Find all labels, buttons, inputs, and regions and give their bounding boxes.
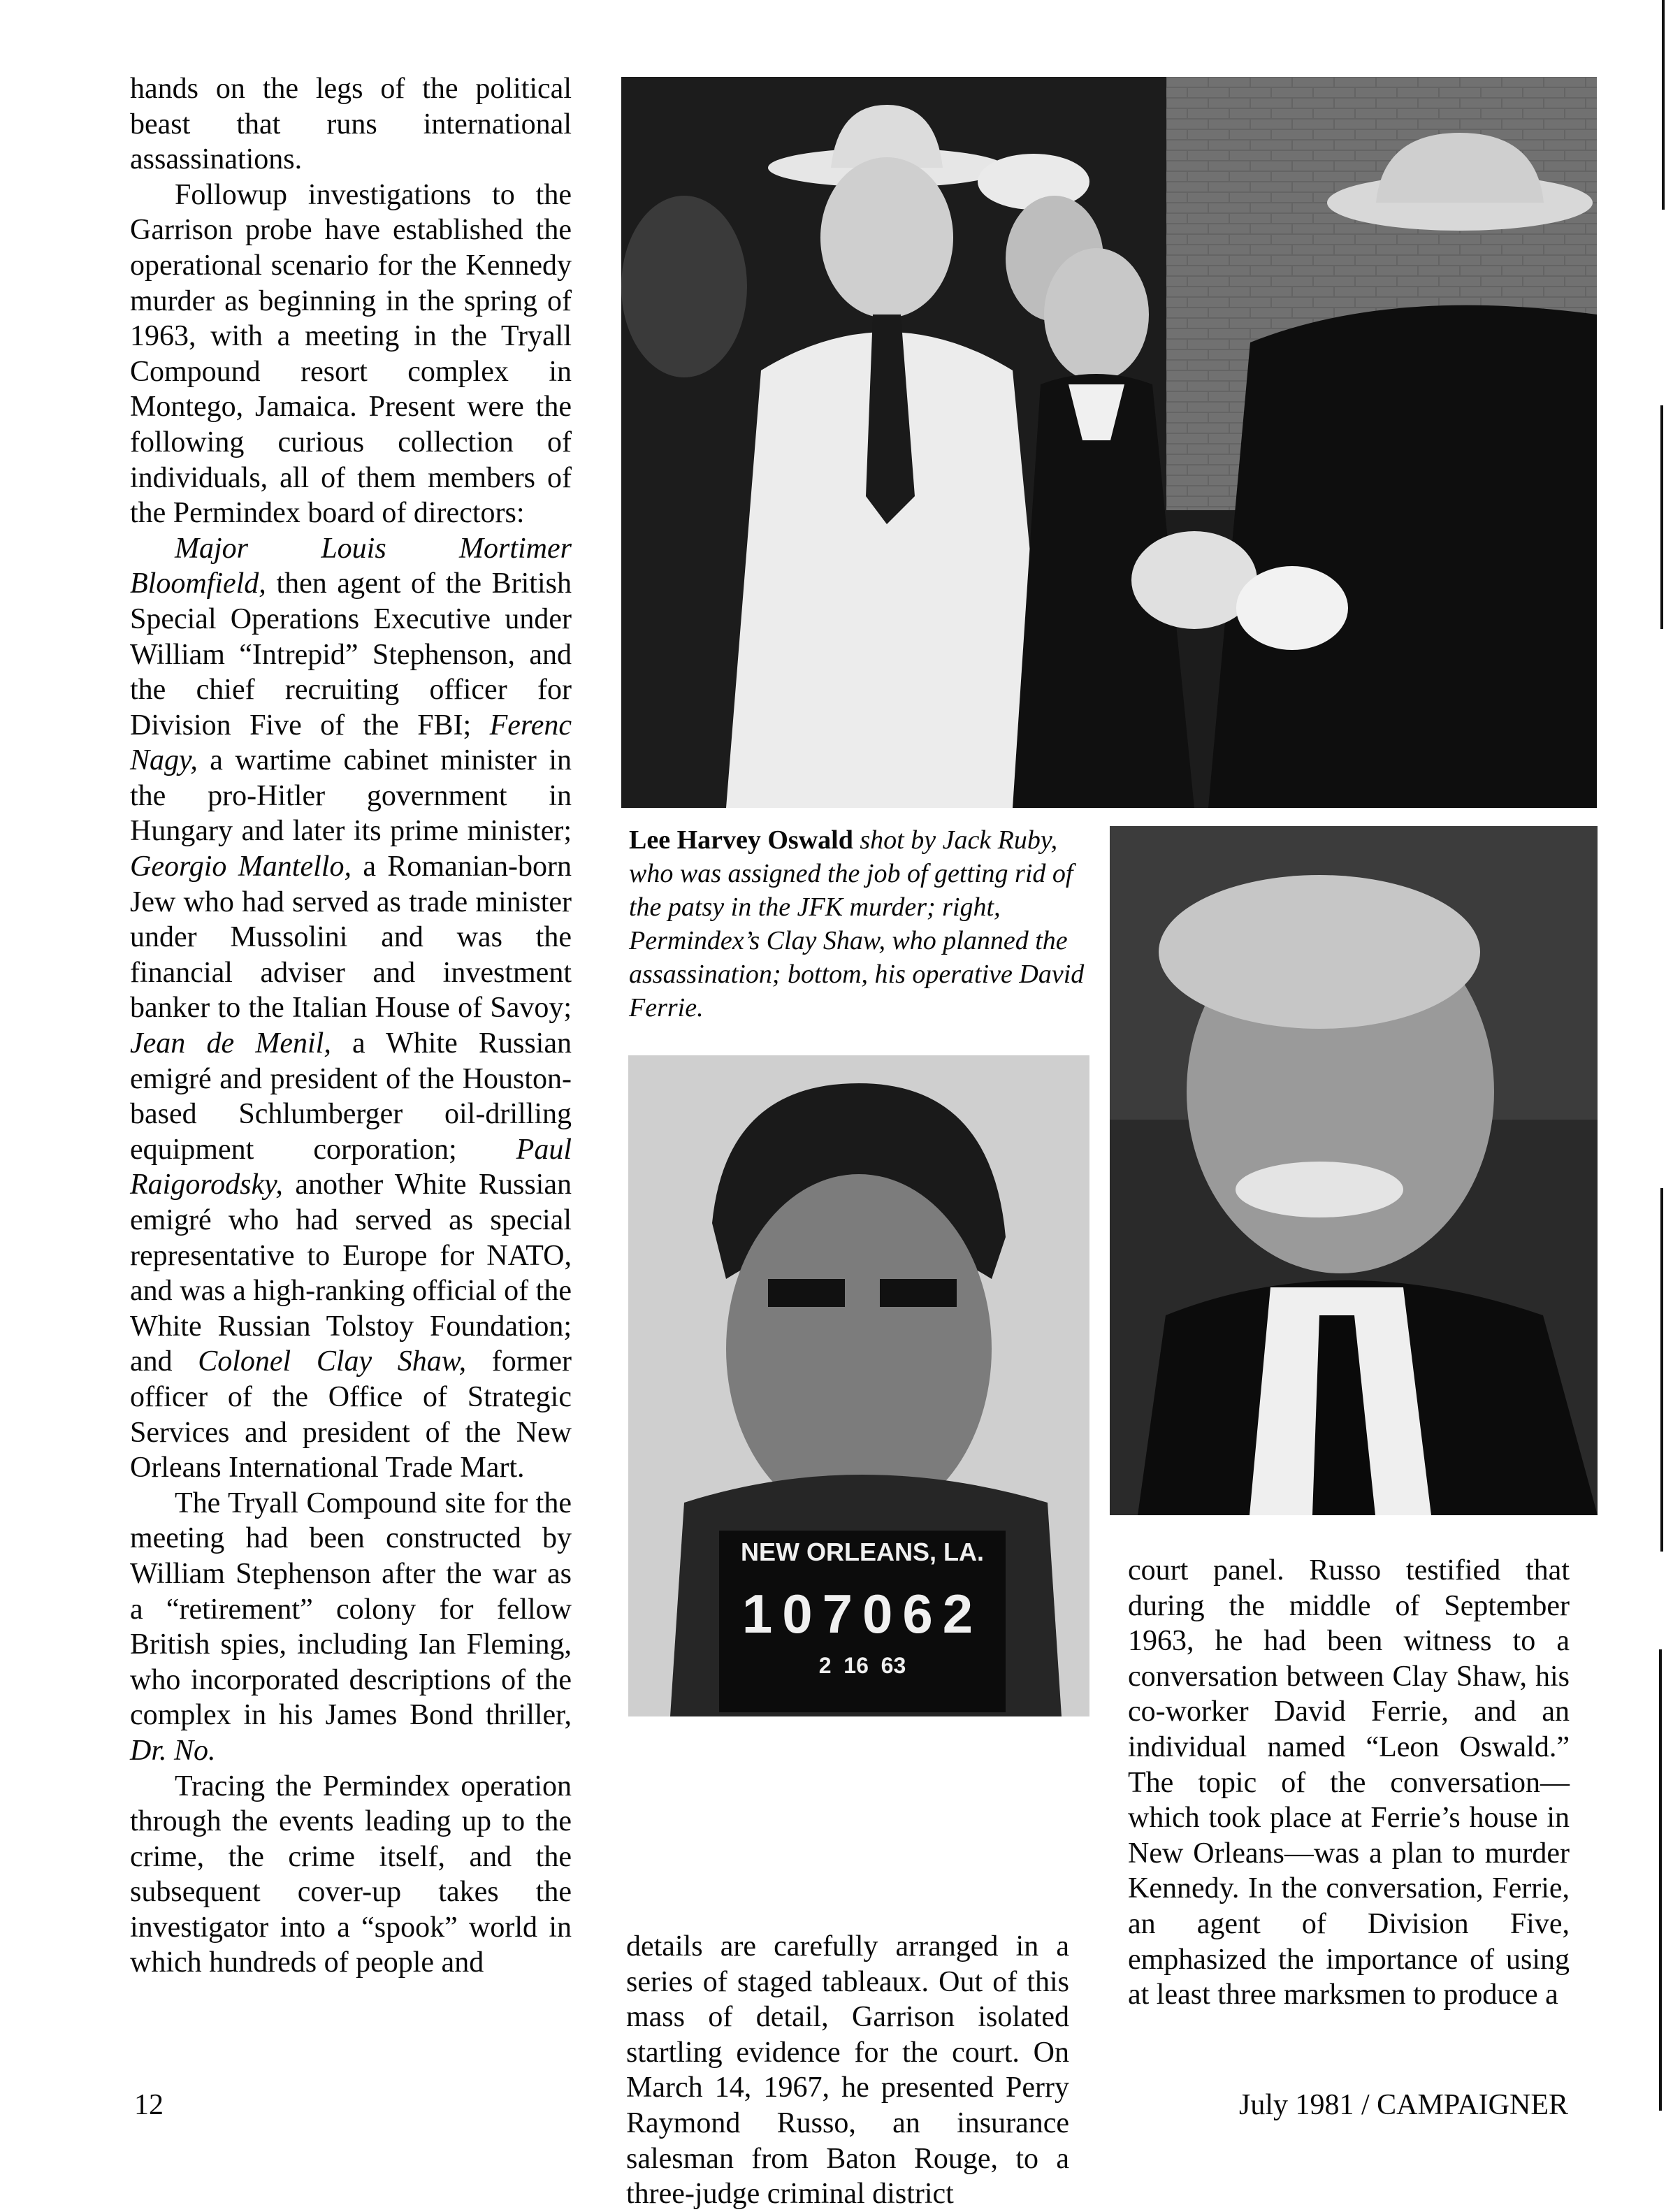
text-run: The Tryall Compound site for the meeting had been constructed by William Stephenson after the war as a “retirement” colony for fellow British spies, including Ian Fleming, who incorporated descriptions of the complex in his James Bond thriller,: [130, 1487, 572, 1732]
article-column-right: [1128, 1553, 1570, 2013]
person-name: Jean de Menil,: [130, 1027, 331, 1060]
scan-edge-line: [1659, 1649, 1662, 2111]
article-column-left: [130, 71, 572, 1981]
text-run: another White Russian emigré who had served as special representative to Europe for NATO, and was a high-ranking official of the White Russian Tolstoy Foundation; and: [130, 1169, 572, 1378]
paragraph: hands on the legs of the political beast that runs international assassinations.: [130, 73, 572, 176]
photo-david-ferrie: [628, 1055, 1089, 1716]
person-name: Ferenc Nagy,: [130, 709, 572, 777]
mugshot-board-date: 2 16 63: [818, 1653, 906, 1678]
paragraph: details are carefully arranged in a series of staged tableaux. Out of this mass of detail, Garrison isolated startling evidence for the court. On March 14, 1967, he presented Perry Raymond Russo, an insurance salesman from Baton Rouge, to a three-judge criminal district: [626, 1930, 1069, 2211]
person-name: Paul Raigorodsky,: [130, 1133, 572, 1201]
photo-clay-shaw-image: [1110, 826, 1598, 1515]
paragraph: court panel. Russo testified that during the middle of September 1963, he had been witness to a conversation between Clay Shaw, his co-worker David Ferrie, and an individual named “Leon Oswald.” The topic of the conversation—which took place at Ferrie’s house in New Orleans—was a plan to murder Kennedy. In the conversation, Ferrie, an agent of Division Five, emphasized the importance of using at least three marksmen to produce a: [1128, 1554, 1570, 2011]
photo-oswald-shooting-image: [621, 77, 1597, 808]
caption-subject: Lee Harvey Oswald: [629, 825, 853, 855]
person-name: Major Louis Mortimer Bloomfield,: [130, 532, 572, 600]
scan-edge-line: [1660, 405, 1663, 629]
text-run: former officer of the Office of Strategic Services and president of the New Orleans International Trade Mart.: [130, 1345, 572, 1484]
photo-clay-shaw: [1110, 826, 1598, 1515]
person-name: Colonel Clay Shaw,: [198, 1345, 467, 1378]
caption-text: shot by Jack Ruby, who was assigned the job of getting rid of the patsy in the JFK murder; right, Permindex’s Clay Shaw, who planned the assassination; bottom, his operative David Ferrie.: [629, 825, 1085, 1022]
paragraph: Tracing the Permindex operation through the events leading up to the crime, the crime itself, and the subsequent cover-up takes the investigator into a “spook” world in which hundreds of people and: [130, 1770, 572, 1979]
scan-edge-line: [1660, 1188, 1663, 1552]
person-name: Georgio Mantello,: [130, 851, 352, 883]
photo-oswald-shooting: [621, 77, 1597, 808]
page-number: 12: [134, 2089, 164, 2121]
article-column-middle: [626, 1929, 1069, 2212]
scan-edge-line: [1662, 0, 1665, 210]
paragraph: Followup investigations to the Garrison probe have established the operational scenario for the Kennedy murder as beginning in the spring of 1963, with a meeting in the Tryall Compound resort complex in Montego, Jamaica. Present were the following curious collection of individuals, all of them members of the Permindex board of directors:: [130, 178, 572, 530]
paragraph: [130, 1486, 572, 1769]
publication-footer: July 1981 / CAMPAIGNER: [1238, 2089, 1568, 2121]
mugshot-board-number: 107062: [741, 1583, 983, 1644]
book-title: Dr. No.: [130, 1734, 216, 1767]
text-run: a White Russian emigré and president of the Houston-based Schlumberger oil-drilling equipment corporation;: [130, 1027, 572, 1166]
photo-caption: [629, 823, 1090, 1025]
text-run: a Romanian-born Jew who had served as trade minister under Mussolini and was the financial adviser and investment banker to the Italian House of Savoy;: [130, 851, 572, 1025]
mugshot-board: [719, 1531, 1006, 1712]
text-run: then agent of the British Special Operations Executive under William “Intrepid” Stephenson, and the chief recruiting officer for Division Five of the FBI;: [130, 568, 572, 742]
paragraph-directors: [130, 531, 572, 1486]
mugshot-board-city: NEW ORLEANS, LA.: [741, 1538, 984, 1566]
text-run: a wartime cabinet minister in the pro-Hitler government in Hungary and later its prime minister;: [130, 744, 572, 848]
